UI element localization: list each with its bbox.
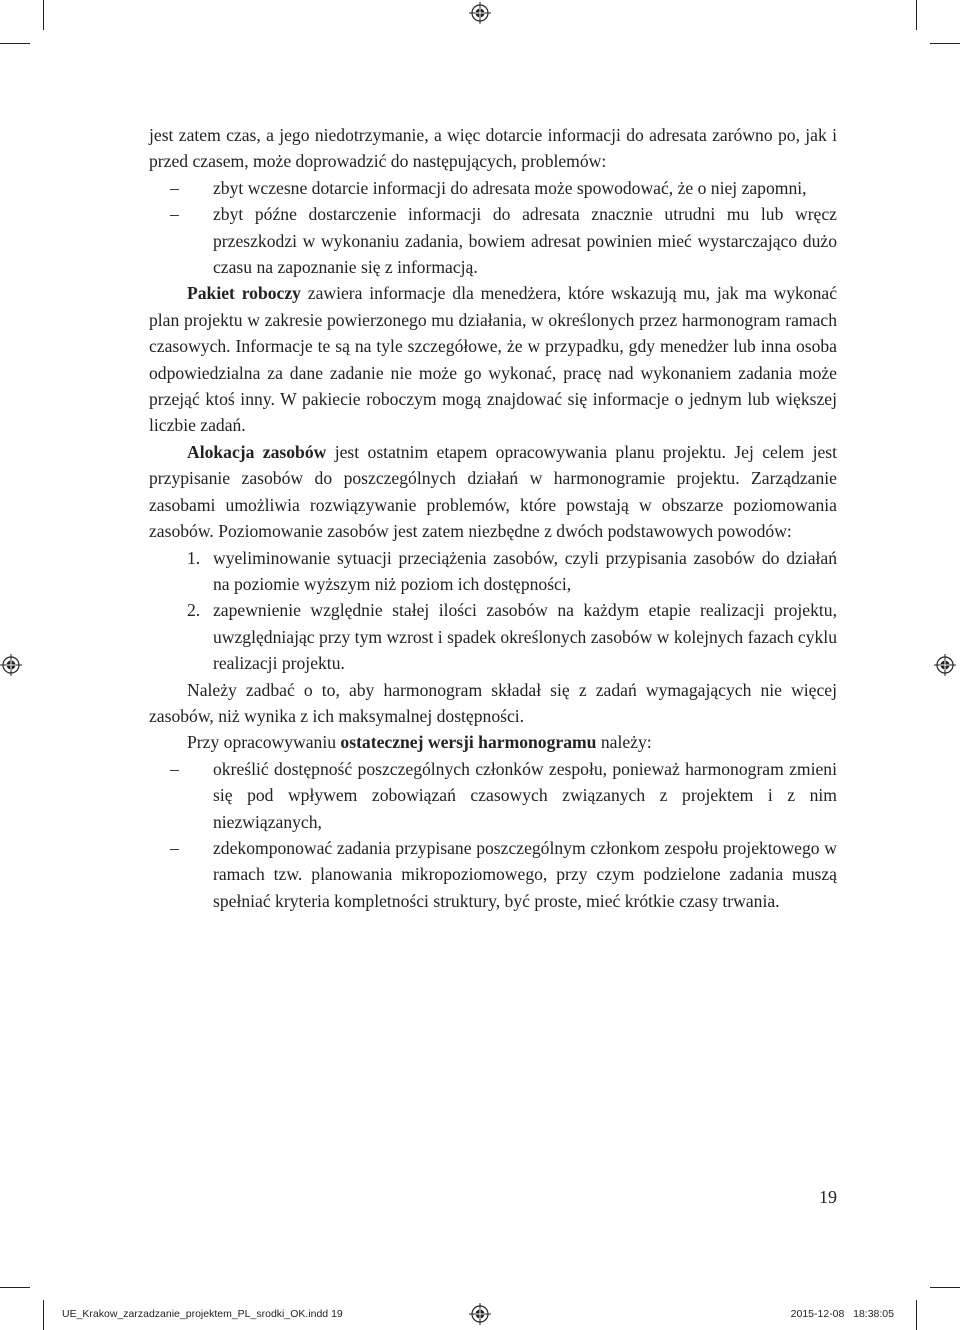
nalezy-paragraph: Należy zadbać o to, aby harmonogram składał się z zadań wymagających nie więcej zasobów, niż wynika z ich maksymalnej dostępności. xyxy=(149,679,837,726)
harmonogram-list xyxy=(149,756,837,914)
list-item xyxy=(149,756,837,835)
crop-mark-top-left xyxy=(43,0,44,30)
crop-mark-bottom-left xyxy=(43,1300,44,1330)
list-item xyxy=(149,835,837,914)
przy-after: należy: xyxy=(596,732,652,753)
list-item-text: zdekomponować zadania przypisane poszczególnym członkom zespołu projektowego w ramach tzw. planowania mikropoziomowego, przy czym podzielone zadania muszą spełniać kryteria kompletności struktury, być proste, mieć krótkie czasy trwania. xyxy=(213,837,837,911)
list-item-text: wyeliminowanie sytuacji przeciążenia zasobów, czyli przypisania zasobów do działań na poziomie wyższym niż poziom ich dostępności, xyxy=(213,547,837,594)
list-item xyxy=(149,597,837,676)
pakiet-text: zawiera informacje dla menedżera, które wskazują mu, jak ma wykonać plan projektu w zakresie powierzonego mu działania, w określonych przez harmonogram ramach czasowych. Informacje te są na tyle szczegółowe, że w przypadku, gdy menedżer lub inna osoba odpowiedzialna za dane zadanie nie może go wykonać, pracę nad wykonaniem zadania może przejąć ktoś inny. W pakiecie roboczym mogą znajdować się informacje o jednym lub większej liczbie zadań. xyxy=(149,283,837,436)
pakiet-term: Pakiet roboczy xyxy=(187,283,301,304)
registration-mark-icon xyxy=(0,654,22,676)
list-marker: – xyxy=(170,177,179,198)
list-marker: 2. xyxy=(187,600,201,621)
list-marker: – xyxy=(170,837,179,858)
przy-before: Przy opracowywaniu xyxy=(187,732,341,753)
list-item xyxy=(149,175,837,201)
list-marker: – xyxy=(170,758,179,779)
intro-paragraph: jest zatem czas, a jego niedotrzymanie, a więc dotarcie informacji do adresata zarówno po, jak i przed czasem, może doprowadzić do następujących, problemów: xyxy=(149,125,837,172)
list-marker: 1. xyxy=(187,547,201,568)
przy-paragraph xyxy=(149,729,837,755)
crop-mark-top-right xyxy=(916,0,917,30)
registration-mark-icon xyxy=(469,1303,491,1325)
list-item-text: zbyt późne dostarczenie informacji do adresata znacznie utrudni mu lub wręcz przeszkodzi w wykonaniu zadania, bowiem adresat powinien mieć wystarczająco dużo czasu na zapoznanie się z informacją. xyxy=(213,204,837,278)
crop-mark-bottom-right xyxy=(916,1300,917,1330)
pakiet-paragraph xyxy=(149,280,837,438)
alokacja-term: Alokacja zasobów xyxy=(187,441,327,462)
problems-list xyxy=(149,175,837,281)
registration-mark-icon xyxy=(934,654,956,676)
alokacja-text: jest ostatnim etapem opracowywania planu projektu. Jej celem jest przypisanie zasobów do poszczególnych działań w harmonogramie projektu. Zarządzanie zasobami umożliwia rozwiązywanie problemów, które powstają w obszarze poziomowania zasobów. Poziomowanie zasobów jest zatem niezbędne z dwóch podstawowych powodów: xyxy=(149,441,838,542)
slug-filename: UE_Krakow_zarzadzanie_projektem_PL_srodki_OK.indd 19 xyxy=(62,1308,343,1320)
list-item-text: zapewnienie względnie stałej ilości zasobów na każdym etapie realizacji projektu, uwzględniając przy tym wzrost i spadek określonych zasobów w kolejnych fazach cyklu realizacji projektu. xyxy=(213,600,837,674)
list-item xyxy=(149,201,837,280)
list-item-text: zbyt wczesne dotarcie informacji do adresata może spowodować, że o niej zapomni, xyxy=(213,177,807,198)
crop-mark-bottom-left-h xyxy=(0,1287,30,1288)
page-number: 19 xyxy=(819,1187,837,1207)
list-item xyxy=(149,545,837,598)
body-text xyxy=(149,122,837,914)
list-marker: – xyxy=(170,204,179,225)
crop-mark-top-right-h xyxy=(930,43,960,44)
slug-date: 2015-12-08 18:38:05 xyxy=(790,1308,894,1320)
list-item-text: określić dostępność poszczególnych członków zespołu, ponieważ harmonogram zmieni się pod wpływem zobowiązań czasowych związanych z projektem i z nim niezwiązanych, xyxy=(213,758,837,832)
crop-mark-bottom-right-h xyxy=(930,1287,960,1288)
reasons-list xyxy=(149,545,837,677)
crop-mark-top-left-h xyxy=(0,43,30,44)
alokacja-paragraph xyxy=(149,439,837,545)
przy-term: ostatecznej wersji harmonogramu xyxy=(340,732,597,753)
registration-mark-icon xyxy=(469,2,491,24)
